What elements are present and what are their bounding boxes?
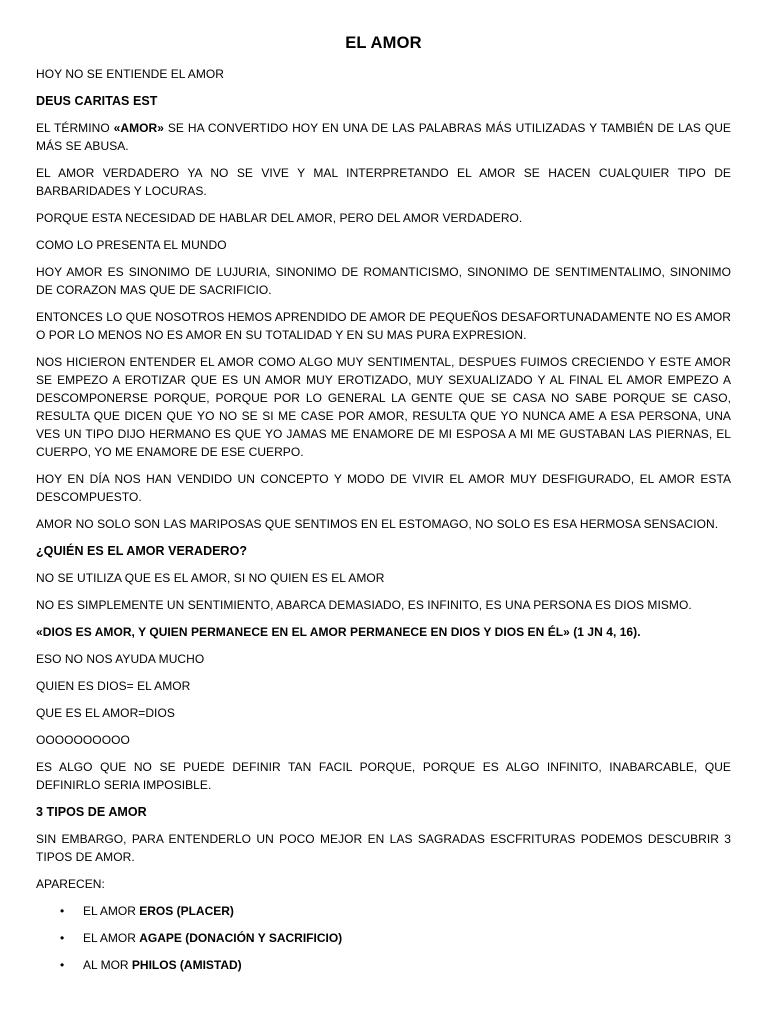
paragraph-quien-es-dios: QUIEN ES DIOS= EL AMOR [36, 679, 191, 693]
paragraph-hicieron-entender: NOS HICIERON ENTENDER EL AMOR COMO ALGO MUY SENTIMENTAL, DESPUES FUIMOS CRECIENDO Y ESTE AMOR SE EMPEZO A EROTIZAR QUE ES UN AMOR MUY EROTIZADO, MUY SEXUALIZADO Y AL FINAL EL AMOR EMPEZO A DESCOMPONERSE PORQUE, PORQUE POR LO GENERAL LA GENTE QUE SE CASA NO SABE PORQUE SE CASO, RESULTA QUE DICEN QUE YO NO SE SI ME CASE POR AMOR, RESULTA QUE YO NUNCA AME A ESA PERSONA, UNA VES UN TIPO DIJO HERMANO ES QUE YO JAMAS ME ENAMORE DE MI ESPOSA A MI ME GUSTABAN LAS PIERNAS, EL CUERPO, YO ME ENAMORE DE ESE CUERPO. [36, 355, 731, 459]
paragraph-cita-biblica: «DIOS ES AMOR, Y QUIEN PERMANECE EN EL AMOR PERMANECE EN DIOS Y DIOS EN ÉL» (1 JN 4, 16). [36, 625, 641, 639]
bullet-icon: • [60, 931, 65, 945]
paragraph-no-se-utiliza: NO SE UTILIZA QUE ES EL AMOR, SI NO QUIEN ES EL AMOR [36, 571, 385, 585]
bullet-icon: • [60, 904, 65, 918]
text-segment: EL TÉRMINO [36, 121, 114, 135]
bullet-icon: • [60, 958, 65, 972]
paragraph-no-es-simplemente: NO ES SIMPLEMENTE UN SENTIMIENTO, ABARCA DEMASIADO, ES INFINITO, ES UNA PERSONA ES DIOS MISMO. [36, 598, 692, 612]
paragraph-hoy-en-dia: HOY EN DÍA NOS HAN VENDIDO UN CONCEPTO Y MODO DE VIVIR EL AMOR MUY DESFIGURADO, EL AMOR ESTA DESCOMPUESTO. [36, 472, 731, 504]
list-item-philos [36, 956, 731, 974]
document-page [36, 34, 731, 983]
list-item-term: AGAPE (DONACIÓN Y SACRIFICIO) [139, 931, 343, 945]
paragraph-necesidad: PORQUE ESTA NECESIDAD DE HABLAR DEL AMOR, PERO DEL AMOR VERDADERO. [36, 211, 523, 225]
paragraph-no-se-puede-definir: ES ALGO QUE NO SE PUEDE DEFINIR TAN FACIL PORQUE, PORQUE ES ALGO INFINITO, INABARCABLE, QUE DEFINIRLO SERIA IMPOSIBLE. [36, 760, 731, 792]
paragraph-amor-verdadero: EL AMOR VERDADERO YA NO SE VIVE Y MAL INTERPRETANDO EL AMOR SE HACEN CUALQUIER TIPO DE BARBARIDADES Y LOCURAS. [36, 166, 731, 198]
paragraph-sinonimos: HOY AMOR ES SINONIMO DE LUJURIA, SINONIMO DE ROMANTICISMO, SINONIMO DE SENTIMENTALIMO, SINONIMO DE CORAZON MAS QUE DE SACRIFICIO. [36, 265, 731, 297]
paragraph-que-es-el-amor: QUE ES EL AMOR=DIOS [36, 706, 175, 720]
paragraph-no-nos-ayuda: ESO NO NOS AYUDA MUCHO [36, 652, 205, 666]
list-item-prefix: EL AMOR [83, 931, 140, 945]
document-title: EL AMOR [345, 34, 422, 52]
paragraph-termino-amor [36, 119, 731, 155]
heading-3-tipos-de-amor: 3 TIPOS DE AMOR [36, 805, 147, 819]
list-item-term: PHILOS (AMISTAD) [131, 958, 242, 972]
paragraph-aprendido: ENTONCES LO QUE NOSOTROS HEMOS APRENDIDO DE AMOR DE PEQUEÑOS DESAFORTUNADAMENTE NO ES AMOR O POR LO MENOS NO ES AMOR EN SU TOTALIDAD Y EN SU MAS PURA EXPRESION. [36, 310, 731, 342]
heading-quien-es-el-amor: ¿QUIÉN ES EL AMOR VERADERO? [36, 544, 248, 558]
list-item-eros [36, 902, 731, 920]
heading-deus-caritas-est: DEUS CARITAS EST [36, 94, 158, 108]
paragraph-aparecen: APARECEN: [36, 877, 105, 891]
list-item-prefix: EL AMOR [83, 904, 140, 918]
love-types-list [36, 902, 731, 974]
list-item-term: EROS (PLACER) [139, 904, 234, 918]
text-segment: SE HA CONVERTIDO HOY EN UNA DE LAS PALABRAS MÁS UTILIZADAS Y TAMBIÉN DE LAS QUE MÁS SE ABUSA. [36, 121, 731, 153]
paragraph-oooo: OOOOOOOOOO [36, 733, 130, 747]
text-segment-bold: «AMOR» [113, 121, 164, 135]
paragraph-sin-embargo: SIN EMBARGO, PARA ENTENDERLO UN POCO MEJOR EN LAS SAGRADAS ESCFRITURAS PODEMOS DESCUBRIR 3 TIPOS DE AMOR. [36, 832, 731, 864]
list-item-agape [36, 929, 731, 947]
list-item-prefix: AL MOR [83, 958, 132, 972]
paragraph-como-lo-presenta: COMO LO PRESENTA EL MUNDO [36, 238, 227, 252]
paragraph-intro: HOY NO SE ENTIENDE EL AMOR [36, 67, 225, 81]
paragraph-mariposas: AMOR NO SOLO SON LAS MARIPOSAS QUE SENTIMOS EN EL ESTOMAGO, NO SOLO ES ESA HERMOSA SENSACION. [36, 517, 719, 531]
